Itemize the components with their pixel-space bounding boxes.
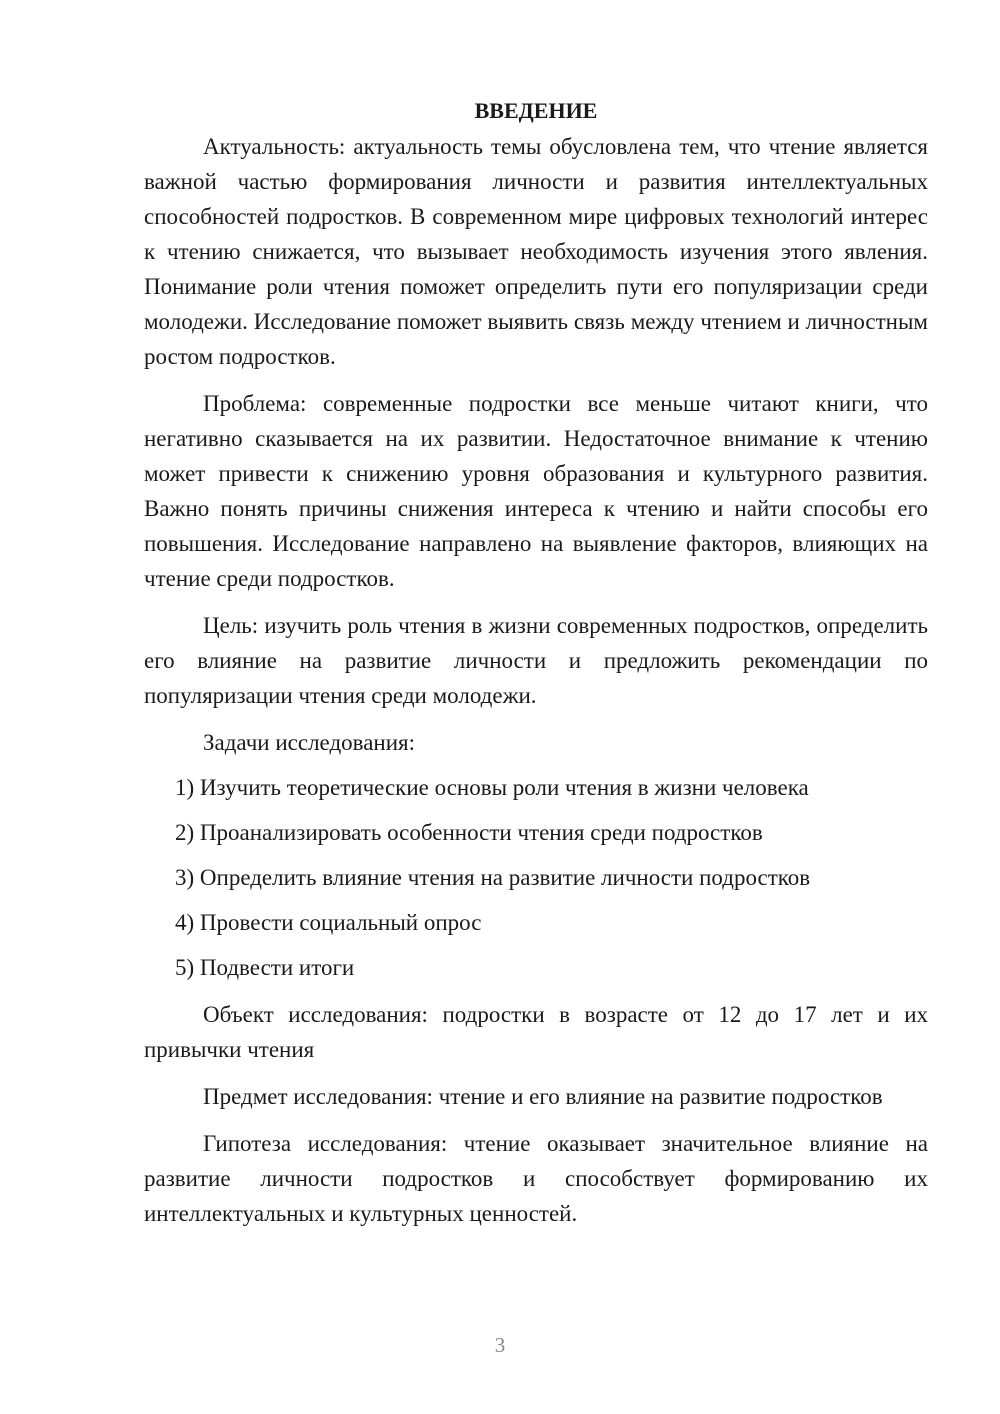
page-content — [144, 93, 928, 1231]
list-item: 3) Определить влияние чтения на развитие личности подростков — [175, 865, 811, 890]
list-item: 1) Изучить теоретические основы роли чтения в жизни человека — [175, 775, 809, 800]
tasks-title: Задачи исследования: — [203, 730, 416, 755]
section-heading: ВВЕДЕНИЕ — [474, 98, 598, 123]
problem-paragraph: Проблема: современные подростки все меньше читают книги, что негативно сказывается на их развитии. Недостаточное внимание к чтению может привести к снижению уровня образования и культурного развития. Важно понять причины снижения интереса к чтению и найти способы его повышения. Исследование направлено на выявление факторов, влияющих на чтение среди подростков. — [144, 391, 928, 591]
subject-paragraph: Предмет исследования: чтение и его влияние на развитие подростков — [203, 1084, 883, 1109]
relevance-paragraph: Актуальность: актуальность темы обусловлена тем, что чтение является важной частью формирования личности и развития интеллектуальных способностей подростков. В современном мире цифровых технологий интерес к чтению снижается, что вызывает необходимость изучения этого явления. Понимание роли чтения поможет определить пути его популяризации среди молодежи. Исследование поможет выявить связь между чтением и личностным ростом подростков. — [144, 134, 928, 369]
tasks-list — [144, 770, 928, 985]
hypothesis-paragraph: Гипотеза исследования: чтение оказывает значительное влияние на развитие личности подростков и способствует формированию их интеллектуальных и культурных ценностей. — [144, 1131, 928, 1226]
object-paragraph: Объект исследования: подростки в возрасте от 12 до 17 лет и их привычки чтения — [144, 1002, 928, 1062]
page-number: 3 — [494, 1333, 506, 1357]
list-item: 2) Проанализировать особенности чтения среди подростков — [175, 820, 763, 845]
goal-paragraph: Цель: изучить роль чтения в жизни современных подростков, определить его влияние на развитие личности и предложить рекомендации по популяризации чтения среди молодежи. — [144, 613, 928, 708]
list-item: 5) Подвести итоги — [175, 955, 355, 980]
list-item: 4) Провести социальный опрос — [175, 910, 482, 935]
